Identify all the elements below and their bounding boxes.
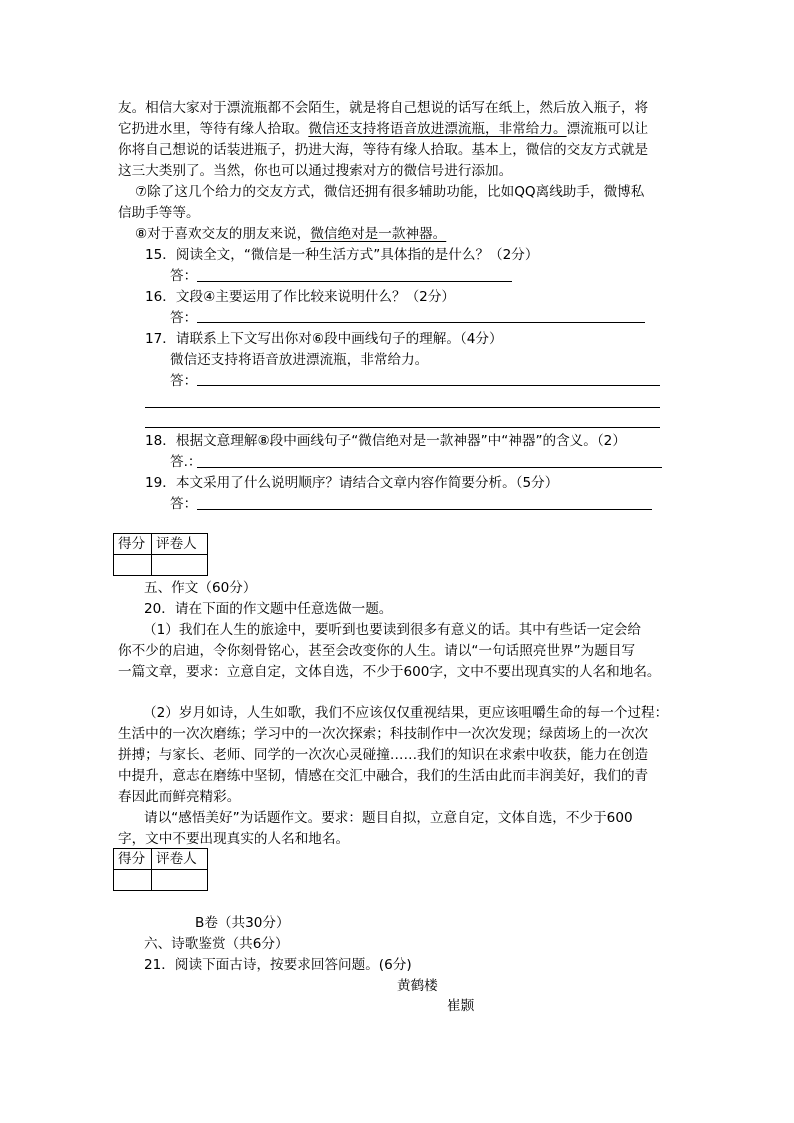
answer-line-19[interactable] <box>197 509 652 510</box>
poem-author: 崔颢 <box>447 998 475 1014</box>
question-21: 21．阅读下面古诗，按要求回答问题。(6分) <box>144 957 412 973</box>
score-header: 得分 <box>114 849 152 870</box>
answer-label: 答： <box>170 496 198 512</box>
essay-option-2-line: 春因此而鲜亮精彩。 <box>118 789 241 805</box>
grader-header: 评卷人 <box>152 849 208 870</box>
question-17-quote: 微信还支持将语音放进漂流瓶，非常给力。 <box>170 352 429 368</box>
answer-line-17b[interactable] <box>145 407 660 408</box>
text: 漂流瓶可以让 <box>566 121 649 137</box>
answer-line-15[interactable] <box>197 281 512 282</box>
passage-line: 这三大类别了。当然，你也可以通过搜索对方的微信号进行添加。 <box>118 163 513 179</box>
question-19: 19．本文采用了什么说明顺序？请结合文章内容作简要分析。（5分） <box>145 475 559 491</box>
poetry-section-heading: 六、诗歌鉴赏（共6分） <box>144 936 289 952</box>
underlined-sentence-6: 微信还支持将语音放进漂流瓶，非常给力。 <box>308 121 567 137</box>
question-16: 16．文段④主要运用了作比较来说明什么？（2分） <box>145 289 456 305</box>
paragraph-7: ⑦除了这几个给力的交友方式，微信还拥有很多辅助功能，比如QQ离线助手，微博私 <box>135 184 645 200</box>
grader-header: 评卷人 <box>152 534 208 555</box>
essay-option-2-line: 中提升，意志在磨练中坚韧，情感在交汇中融合，我们的生活由此而丰润美好，我们的青 <box>118 768 649 784</box>
essay-option-1: （1）我们在人生的旅途中，要听到也要读到很多有意义的话。其中有些话一定会给 <box>143 622 642 638</box>
essay-option-2-line: 生活中的一次次磨练；学习中的一次次探索；科技制作中一次次发现；绿茵场上的一次次 <box>118 726 649 742</box>
grader-cell[interactable] <box>152 555 208 576</box>
essay-option-2-requirement-cont: 字，文中不要出现真实的人名和地名。 <box>118 831 350 847</box>
answer-label: 答.： <box>170 454 202 470</box>
score-table <box>113 848 208 891</box>
answer-line-17[interactable] <box>197 385 660 386</box>
poem-title: 黄鹤楼 <box>397 978 438 994</box>
question-15: 15．阅读全文，“微信是一种生活方式”具体指的是什么？（2分） <box>145 247 539 263</box>
score-cell[interactable] <box>114 555 152 576</box>
essay-section-heading: 五、作文（60分） <box>144 580 257 596</box>
question-20: 20．请在下面的作文题中任意选做一题。 <box>144 601 393 617</box>
paragraph-7-cont: 信助手等等。 <box>118 205 200 221</box>
essay-option-2: （2）岁月如诗，人生如歌，我们不应该仅仅重视结果，更应该咀嚼生命的每一个过程： <box>143 705 669 721</box>
paragraph-8 <box>135 224 446 244</box>
underlined-sentence-8: 微信绝对是一款神器。 <box>310 226 447 242</box>
score-table <box>113 533 208 576</box>
part-b-title: B卷（共30分） <box>195 915 290 931</box>
essay-option-1-line: 你不少的启迪，令你刻骨铭心，甚至会改变你的人生。请以“一句话照亮世界”为题目写 <box>118 643 636 659</box>
answer-label: 答： <box>170 310 198 326</box>
text: 它扔进水里，等待有缘人拾取。 <box>118 121 309 137</box>
text: ⑧对于喜欢交友的朋友来说， <box>135 226 311 242</box>
grader-cell[interactable] <box>152 870 208 891</box>
score-header: 得分 <box>114 534 152 555</box>
answer-line-16[interactable] <box>197 322 645 323</box>
answer-line-18[interactable] <box>197 467 662 468</box>
answer-label: 答： <box>170 268 198 284</box>
answer-label: 答： <box>170 373 198 389</box>
essay-option-2-requirement: 请以“感悟美好”为话题作文。要求：题目自拟，立意自定，文体自选，不少于600 <box>144 810 633 826</box>
question-18: 18．根据文意理解⑧段中画线句子“微信绝对是一款神器”中“神器”的含义。（2） <box>145 433 626 449</box>
answer-line-17c[interactable] <box>145 427 660 428</box>
passage-line: 你将自己想说的话装进瓶子，扔进大海，等待有缘人拾取。基本上，微信的交友方式就是 <box>118 142 649 158</box>
question-17: 17．请联系上下文写出你对⑥段中画线句子的理解。（4分） <box>145 331 503 347</box>
passage-line: 友。相信大家对于漂流瓶都不会陌生，就是将自己想说的话写在纸上，然后放入瓶子，将 <box>118 100 649 116</box>
essay-option-2-line: 拼搏；与家长、老师、同学的一次次心灵碰撞……我们的知识在求索中收获，能力在创造 <box>118 747 649 763</box>
passage-line <box>118 119 648 139</box>
score-cell[interactable] <box>114 870 152 891</box>
essay-option-1-line: 一篇文章，要求：立意自定，文体自选，不少于600字，文中不要出现真实的人名和地名。 <box>118 664 661 680</box>
